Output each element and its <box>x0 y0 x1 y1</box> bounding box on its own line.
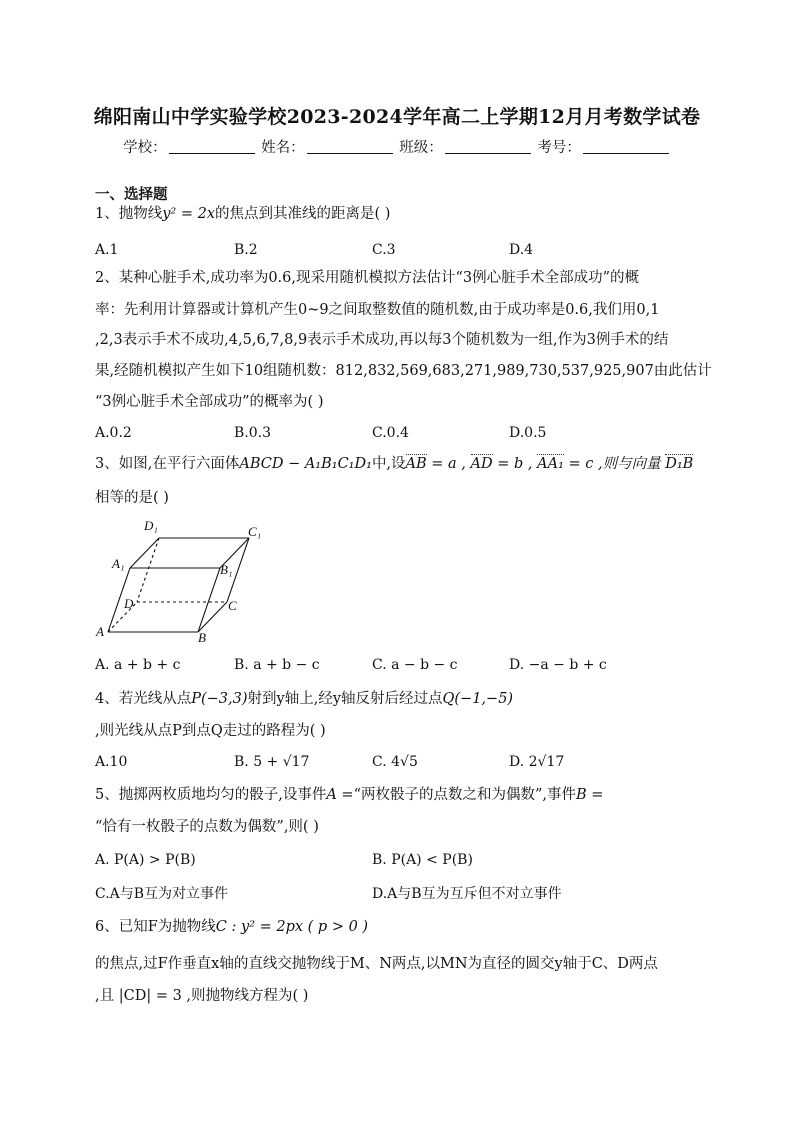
q3-eq-c: = c ,则与向量 <box>563 456 666 472</box>
q1-stem-end: 的焦点到其准线的距离是( ) <box>215 206 391 222</box>
q3-eq-a: = a , <box>426 456 471 472</box>
label-c: C <box>228 598 237 613</box>
vector-ab: AB <box>405 456 427 472</box>
q5-option-a[interactable]: A. P(A) > P(B) <box>95 852 196 868</box>
q6-formula: C : y² = 2px ( p > 0 ) <box>215 919 369 935</box>
q4-option-d[interactable]: D. 2√17 <box>509 754 565 770</box>
question-3 <box>95 454 693 474</box>
q2-option-a[interactable]: A.0.2 <box>95 425 132 441</box>
q1-option-a[interactable]: A.1 <box>95 242 119 258</box>
q5-stem: 5、抛掷两枚质地均匀的骰子,设事件 <box>95 787 327 803</box>
q3-option-a[interactable]: A. a + b + c <box>95 657 181 673</box>
q1-formula: y² = 2x <box>162 206 216 222</box>
q2-option-c[interactable]: C.0.4 <box>372 425 409 441</box>
question-4 <box>95 689 513 709</box>
q3-option-c[interactable]: C. a − b − c <box>372 657 458 673</box>
q1-option-d[interactable]: D.4 <box>509 242 534 258</box>
q6-line-3: ,且 |CD| = 3 ,则抛物线方程为( ) <box>95 988 309 1004</box>
label-b1: B₁ <box>220 562 233 577</box>
q2-line-4: 果,经随机模拟产生如下10组随机数：812,832,569,683,271,989,730,537,925,907由此估计 <box>95 363 712 379</box>
q3-option-d[interactable]: D. −a − b + c <box>509 657 607 673</box>
q4-point-q: Q(−1,−5) <box>442 691 514 707</box>
q3-solid: ABCD − A₁B₁C₁D₁ <box>239 456 372 472</box>
q4-option-a[interactable]: A.10 <box>95 754 128 770</box>
q5-stem-mid: “两枚骰子的点数之和为偶数”,事件 <box>353 787 577 803</box>
q4-option-b[interactable]: B. 5 + √17 <box>234 754 310 770</box>
q3-option-b[interactable]: B. a + b − c <box>234 657 320 673</box>
question-5 <box>95 785 603 805</box>
school-label: 学校： <box>123 140 167 156</box>
q5-event-a: A = <box>326 787 354 803</box>
q6-line-2: 的焦点,过F作垂直x轴的直线交抛物线于M、N两点,以MN为直径的圆交y轴于C、D两点 <box>95 956 658 972</box>
q5-option-d[interactable]: D.A与B互为互斥但不对立事件 <box>372 886 562 902</box>
q1-option-b[interactable]: B.2 <box>234 242 258 258</box>
q2-line-5: “3例心脏手术全部成功”的概率为( ) <box>95 394 324 410</box>
q3-stem-mid: 中,设 <box>371 456 406 472</box>
q3-stem: 3、如图,在平行六面体 <box>95 456 240 472</box>
label-c1: C₁ <box>248 524 262 539</box>
q3-line-2: 相等的是( ) <box>95 490 169 506</box>
page-title: 绵阳南山中学实验学校2023-2024学年高二上学期12月月考数学试卷 <box>93 106 701 128</box>
q5-option-b[interactable]: B. P(A) < P(B) <box>372 852 473 868</box>
q1-stem: 1、抛物线 <box>95 206 163 222</box>
label-b: B <box>198 630 206 645</box>
label-d1: D₁ <box>144 518 158 533</box>
q2-option-b[interactable]: B.0.3 <box>234 425 272 441</box>
q4-stem: 4、若光线从点 <box>95 691 192 707</box>
class-label: 班级： <box>399 140 443 156</box>
vector-aa1: AA₁ <box>537 456 564 472</box>
question-1 <box>95 204 390 224</box>
q2-line-1: 2、某种心脏手术,成功率为0.6,现采用随机模拟方法估计“3例心脏手术全部成功”的概 <box>95 270 640 286</box>
class-blank[interactable] <box>445 139 531 154</box>
name-label: 姓名： <box>261 140 305 156</box>
q5-event-b: B = <box>576 787 604 803</box>
q4-line-2: ,则光线从点P到点Q走过的路程为( ) <box>95 723 326 739</box>
number-blank[interactable] <box>583 139 669 154</box>
q3-eq-b: = b , <box>492 456 538 472</box>
q2-line-2: 率：先利用计算器或计算机产生0~9之间取整数值的随机数,由于成功率是0.6,我们用0,1 <box>95 302 660 318</box>
section-heading: 一、选择题 <box>95 186 168 203</box>
label-a1: A₁ <box>112 556 125 571</box>
q2-line-3: ,2,3表示手术不成功,4,5,6,7,8,9表示手术成功,再以每3个随机数为一组,作为3例手术的结 <box>95 332 669 348</box>
number-label: 考号： <box>537 140 581 156</box>
student-info-line <box>0 136 794 157</box>
q5-option-c[interactable]: C.A与B互为对立事件 <box>95 886 229 902</box>
q4-option-c[interactable]: C. 4√5 <box>372 754 418 770</box>
q2-option-d[interactable]: D.0.5 <box>509 425 547 441</box>
name-blank[interactable] <box>307 139 393 154</box>
vector-d1b: D₁B <box>665 456 694 472</box>
q4-stem-mid: 射到y轴上,经y轴反射后经过点 <box>247 691 443 707</box>
q6-stem: 6、已知F为抛物线 <box>95 919 216 935</box>
question-6 <box>95 917 368 937</box>
q5-line-2: “恰有一枚骰子的点数为偶数”,则( ) <box>95 819 319 835</box>
school-blank[interactable] <box>169 139 255 154</box>
vector-ad: AD <box>470 456 493 472</box>
label-d: D <box>124 596 134 611</box>
label-a: A <box>96 624 104 639</box>
parallelepiped-figure <box>92 512 272 647</box>
q1-option-c[interactable]: C.3 <box>372 242 396 258</box>
q4-point-p: P(−3,3) <box>191 691 248 707</box>
